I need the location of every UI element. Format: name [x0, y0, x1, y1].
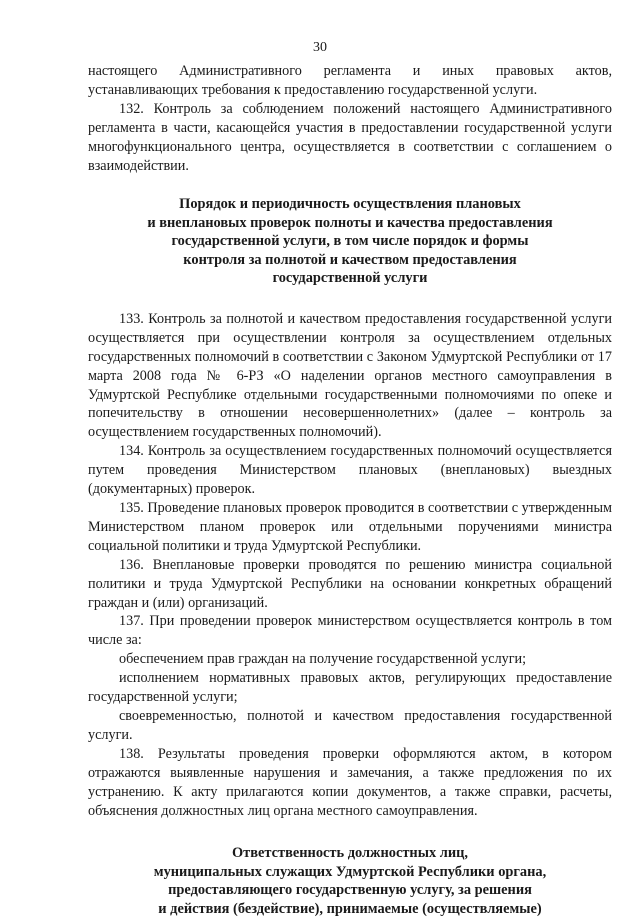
paragraph-133: 133. Контроль за полнотой и качеством предоставления государственной услуги осуществляется при осуществлении контроля за осуществлением отдельных государственных полномочий в соответствии с Законом Удмуртской Республики от 17 марта 2008 года № 6-РЗ «О наделении органов местного самоуправления в Удмуртской Республике отдельными государственными полномочиями по опеке и попечительству в отношении несовершеннолетних» (далее – контроль за осуществлением государственных полномочий). [88, 310, 612, 441]
paragraph-137: 137. При проведении проверок министерством осуществляется контроль в том числе за: [88, 613, 612, 649]
document-body [88, 62, 612, 918]
list-item: обеспечением прав граждан на получение государственной услуги; [119, 651, 527, 668]
paragraph-138: 138. Результаты проведения проверки оформляются актом, в котором отражаются выявленные нарушения и замечания, а также предложения по их устранению. К акту прилагаются копии документов, а также справки, расчеты, объяснения должностных лиц органа местного самоуправления. [88, 745, 612, 819]
paragraph-continuation: настоящего Административного регламента и иных правовых актов, устанавливающих требования к предоставлению государственной услуги. [88, 63, 612, 98]
heading-line: предоставляющего государственную услугу, за решения [168, 882, 532, 899]
heading-line: контроля за полнотой и качеством предоставления [183, 251, 517, 268]
paragraph-134: 134. Контроль за осуществлением государственных полномочий осуществляется путем проведения Министерством плановых (внеплановых) выездных (документарных) проверок. [88, 443, 612, 498]
list-item: своевременностью, полнотой и качеством предоставления государственной услуги. [88, 707, 612, 743]
heading-line: и действия (бездействие), принимаемые (осуществляемые) [158, 900, 542, 917]
heading-line: Ответственность должностных лиц, [231, 845, 469, 862]
paragraph-135: 135. Проведение плановых проверок проводится в соответствии с утвержденным Министерством планом проверок или отдельными поручениями министра социальной политики и труда Удмуртской Республики. [88, 500, 612, 554]
heading-line: Порядок и периодичность осуществления плановых [179, 196, 521, 213]
section-heading-responsibility [88, 844, 612, 918]
heading-line: государственной услуги [272, 270, 428, 287]
section-heading-inspections [88, 195, 612, 288]
heading-line: муниципальных служащих Удмуртской Республики органа, [153, 863, 547, 880]
heading-line: и внеплановых проверок полноты и качества предоставления [147, 214, 553, 231]
paragraph-136: 136. Внеплановые проверки проводятся по решению министра социальной политики и труда Удмуртской Республики на основании конкретных обращений граждан и (или) организаций. [88, 556, 612, 611]
list-item: исполнением нормативных правовых актов, регулирующих предоставление государственной услуги; [88, 670, 612, 706]
page-number: 30 [313, 40, 327, 55]
heading-line: государственной услуги, в том числе порядок и формы [171, 233, 529, 250]
paragraph-132: 132. Контроль за соблюдением положений настоящего Административного регламента в части, касающейся участия в предоставлении государственной услуги многофункционального центра, осуществляется в соответствии с соглашением о взаимодействии. [88, 100, 612, 174]
